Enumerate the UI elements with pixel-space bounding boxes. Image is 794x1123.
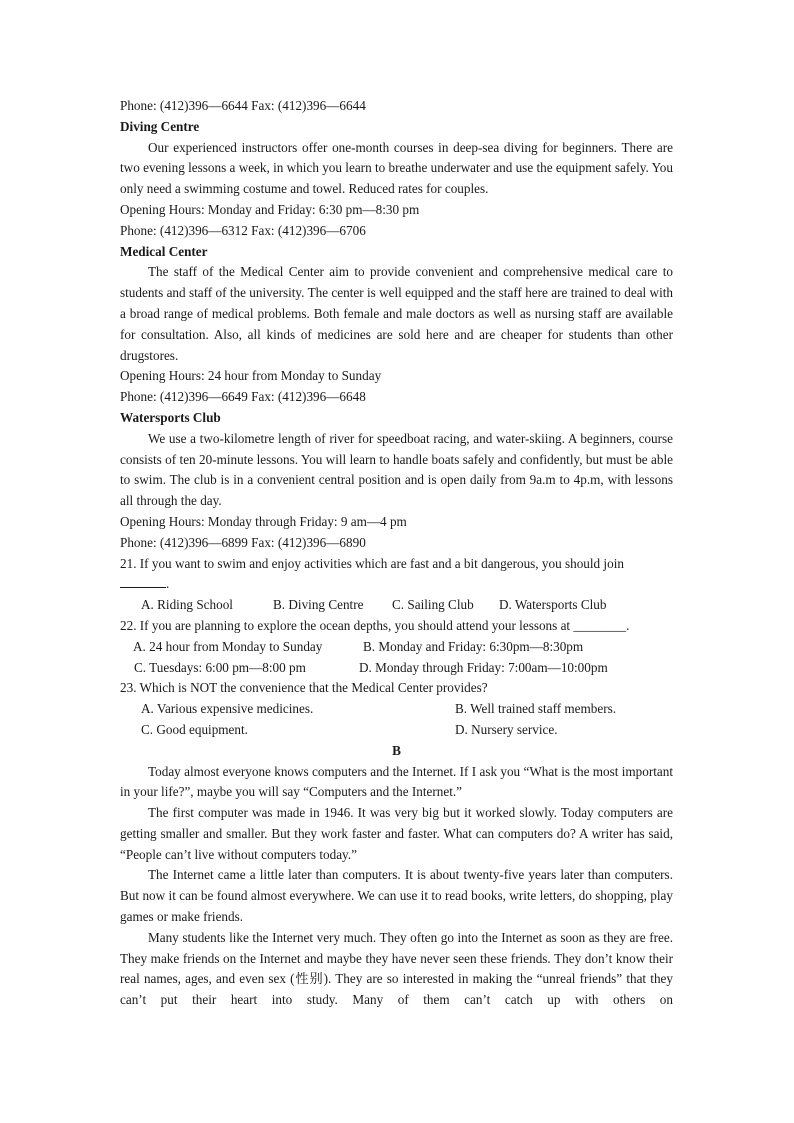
answer-blank	[120, 574, 166, 588]
medical-center-contact: Phone: (412)396—6649 Fax: (412)396—6648	[120, 389, 366, 405]
question-23	[120, 678, 673, 740]
option-d: D. Watersports Club	[499, 597, 607, 613]
question-22-options-row-2	[120, 658, 673, 679]
question-22-stem: 22. If you are planning to explore the ocean depths, you should attend your lessons at ________.	[120, 617, 630, 633]
question-23-options-row-1	[120, 699, 673, 720]
section-b-paragraph-2: The first computer was made in 1946. It was very big but it worked slowly. Today computers are getting smaller and smaller. But they work faster and faster. What can computers do? A writer has said, “People can’t live without computers today.”	[120, 805, 673, 862]
option-d: D. Monday through Friday: 7:00am—10:00pm	[359, 659, 608, 675]
question-21-options	[120, 595, 673, 616]
watersports-club-description: We use a two-kilometre length of river for speedboat racing, and water-skiing. A beginners, course consists of ten 20-minute lessons. You will learn to handle boats safely and confidently, but must be able to swim. The club is in a convenient central position and is open daily from 9a.m to 4p.m, with lessons all through the day.	[120, 430, 673, 509]
diving-centre-contact: Phone: (412)396—6312 Fax: (412)396—6706	[120, 222, 366, 238]
option-c: C. Sailing Club	[392, 597, 474, 613]
option-b: B. Monday and Friday: 6:30pm—8:30pm	[363, 638, 584, 654]
section-b-paragraph-1: Today almost everyone knows computers and the Internet. If I ask you “What is the most important in your life?”, maybe you will say “Computers and the Internet.”	[120, 763, 673, 800]
option-a: A. Various expensive medicines.	[141, 701, 314, 717]
option-d: D. Nursery service.	[455, 721, 558, 737]
question-21-blank: .	[120, 574, 673, 595]
top-contact-line: Phone: (412)396—6644 Fax: (412)396—6644	[120, 98, 366, 113]
option-c: C. Tuesdays: 6:00 pm—8:00 pm	[134, 659, 306, 675]
option-b: B. Well trained staff members.	[455, 701, 617, 717]
exam-page	[120, 96, 673, 1011]
section-b-heading: B	[392, 742, 401, 758]
section-b-paragraph-3: The Internet came a little later than computers. It is about twenty-five years later than computers. But now it can be found almost everywhere. We can use it to read books, write letters, do shopping, play games or make friends.	[120, 867, 673, 925]
medical-center-description: The staff of the Medical Center aim to provide convenient and comprehensive medical care to students and staff of the university. The center is well equipped and the staff here are trained to deal with a broad range of medical problems. Both female and male doctors as well as nursing staff are available for consultation. Also, all kinds of medicines are sold here and are cheaper for students than other drugstores.	[120, 264, 673, 363]
medical-center-heading: Medical Center	[120, 243, 208, 259]
watersports-club-heading: Watersports Club	[120, 409, 221, 425]
question-23-stem: 23. Which is NOT the convenience that the Medical Center provides?	[120, 680, 488, 696]
question-21-stem: 21. If you want to swim and enjoy activities which are fast and a bit dangerous, you should join	[120, 555, 624, 571]
diving-centre-heading: Diving Centre	[120, 118, 200, 134]
diving-centre-description: Our experienced instructors offer one-month courses in deep-sea diving for beginners. There are two evening lessons a week, in which you learn to breathe underwater and use the equipment safely. You only need a swimming costume and towel. Reduced rates for couples.	[120, 139, 673, 197]
option-b: B. Diving Centre	[273, 597, 364, 613]
question-21	[120, 554, 673, 616]
watersports-club-contact: Phone: (412)396—6899 Fax: (412)396—6890	[120, 534, 366, 550]
diving-centre-hours: Opening Hours: Monday and Friday: 6:30 pm—8:30 pm	[120, 201, 420, 217]
section-b-paragraph-4: Many students like the Internet very much. They often go into the Internet as soon as they are free. They make friends on the Internet and maybe they have never seen these friends. They don’t know their real names, ages, and even sex (性别). They are so interested in making the “unreal friends” that they can’t put their heart into study. Many of them can’t catch up with others on	[120, 929, 673, 1008]
medical-center-hours: Opening Hours: 24 hour from Monday to Sunday	[120, 368, 382, 384]
option-a: A. 24 hour from Monday to Sunday	[133, 638, 323, 654]
option-c: C. Good equipment.	[141, 721, 248, 737]
watersports-club-hours: Opening Hours: Monday through Friday: 9 am—4 pm	[120, 513, 407, 529]
question-22	[120, 616, 673, 678]
question-22-options-row-1	[120, 637, 673, 658]
option-a: A. Riding School	[141, 597, 233, 613]
question-23-options-row-2	[120, 720, 673, 741]
